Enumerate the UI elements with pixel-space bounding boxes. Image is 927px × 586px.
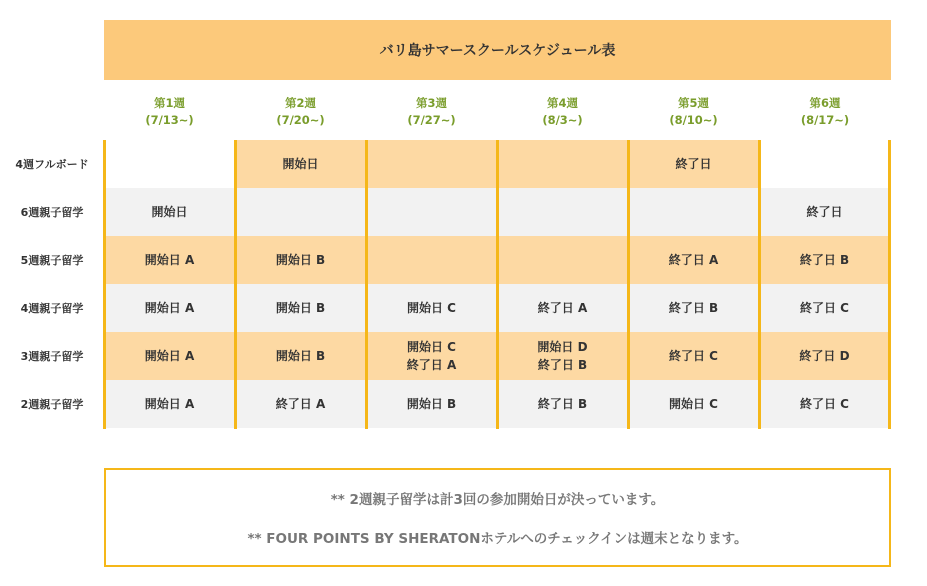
week-date: (7/20~) [276, 113, 325, 127]
schedule-cell [628, 188, 759, 236]
week-label: 第1週 [153, 96, 185, 110]
schedule-cell [235, 188, 366, 236]
schedule-cell [104, 332, 235, 380]
week-header-5 [628, 92, 759, 132]
column-divider [496, 140, 499, 429]
week-date: (8/10~) [669, 113, 718, 127]
row-label-3w: 3週親子留学 [20, 350, 84, 363]
note-line: ** FOUR POINTS BY SHERATONホテルへのチェックインは週末となります。 [247, 530, 748, 547]
column-divider [888, 140, 891, 429]
cell-line: 終了日 [806, 205, 843, 219]
schedule-cell [366, 380, 497, 428]
schedule-cell [104, 188, 235, 236]
schedule-cell [497, 284, 628, 332]
cell-line: 終了日 B [799, 253, 850, 267]
schedule-cell [104, 140, 235, 188]
schedule-cell [497, 380, 628, 428]
cell-line: 終了日 A [668, 253, 719, 267]
schedule-cell [235, 380, 366, 428]
cell-line: 開始日 B [275, 349, 326, 363]
week-header-6 [759, 92, 891, 132]
schedule-cell [759, 188, 890, 236]
cell-line: 開始日 D [537, 340, 588, 354]
schedule-cell [235, 284, 366, 332]
schedule-cell [366, 188, 497, 236]
cell-line: 終了日 A [537, 301, 588, 315]
schedule-cell [235, 236, 366, 284]
cell-line: 開始日 A [144, 349, 195, 363]
week-date: (7/13~) [145, 113, 194, 127]
week-date: (8/3~) [542, 113, 583, 127]
row-label-2w: 2週親子留学 [20, 398, 84, 411]
week-label: 第4週 [546, 96, 578, 110]
schedule-title: バリ島サマースクールスケジュール表 [104, 20, 891, 80]
column-divider [758, 140, 761, 429]
week-label: 第6週 [809, 96, 841, 110]
schedule-cell [104, 380, 235, 428]
week-label: 第3週 [415, 96, 447, 110]
column-divider [234, 140, 237, 429]
week-date: (7/27~) [407, 113, 456, 127]
cell-line: 終了日 A [275, 397, 326, 411]
row-label-4w-fullboard: 4週フルボード [15, 158, 89, 171]
cell-line: 終了日 D [799, 349, 850, 363]
row-label-6w: 6週親子留学 [20, 206, 84, 219]
week-header-1 [104, 92, 235, 132]
schedule-cell [759, 332, 890, 380]
schedule-cell [497, 140, 628, 188]
cell-line: 終了日 B [537, 397, 588, 411]
schedule-cell [759, 284, 890, 332]
cell-line: 開始日 A [144, 397, 195, 411]
cell-line: 開始日 B [406, 397, 457, 411]
cell-line: 開始日 [282, 157, 319, 171]
cell-line: 終了日 [675, 157, 712, 171]
cell-line: 開始日 C [407, 340, 456, 354]
schedule-cell [759, 140, 890, 188]
cell-line: 終了日 B [537, 358, 588, 372]
schedule-cell [497, 332, 628, 380]
cell-line: 開始日 [151, 205, 188, 219]
cell-line: 開始日 A [144, 301, 195, 315]
cell-line: 開始日 B [275, 301, 326, 315]
schedule-cell [366, 236, 497, 284]
cell-line: 終了日 A [406, 358, 457, 372]
cell-line: 開始日 C [407, 301, 456, 315]
week-header-2 [235, 92, 366, 132]
schedule-cell [628, 140, 759, 188]
schedule-cell [628, 236, 759, 284]
schedule-cell [497, 188, 628, 236]
row-label-4w: 4週親子留学 [20, 302, 84, 315]
row-label-5w: 5週親子留学 [20, 254, 84, 267]
column-divider [627, 140, 630, 429]
schedule-cell [628, 284, 759, 332]
column-divider [365, 140, 368, 429]
notes-box [104, 468, 891, 567]
schedule-cell [759, 236, 890, 284]
week-header-3 [366, 92, 497, 132]
column-divider [103, 140, 106, 429]
schedule-cell [628, 380, 759, 428]
week-label: 第5週 [677, 96, 709, 110]
week-date: (8/17~) [800, 113, 850, 127]
cell-line: 開始日 C [669, 397, 718, 411]
schedule-cell [759, 380, 890, 428]
schedule-cell [366, 284, 497, 332]
cell-line: 終了日 C [669, 349, 718, 363]
week-label: 第2週 [284, 96, 316, 110]
note-line: ** 2週親子留学は計3回の参加開始日が決っています。 [330, 492, 665, 509]
cell-line: 終了日 B [668, 301, 719, 315]
schedule-cell [235, 140, 366, 188]
cell-line: 開始日 A [144, 253, 195, 267]
schedule-cell [366, 140, 497, 188]
schedule-cell [235, 332, 366, 380]
schedule-cell [628, 332, 759, 380]
schedule-cell [366, 332, 497, 380]
schedule-cell [104, 284, 235, 332]
cell-line: 終了日 C [800, 397, 849, 411]
cell-line: 開始日 B [275, 253, 326, 267]
week-header-4 [497, 92, 628, 132]
cell-line: 終了日 C [800, 301, 849, 315]
schedule-cell [104, 236, 235, 284]
schedule-cell [497, 236, 628, 284]
